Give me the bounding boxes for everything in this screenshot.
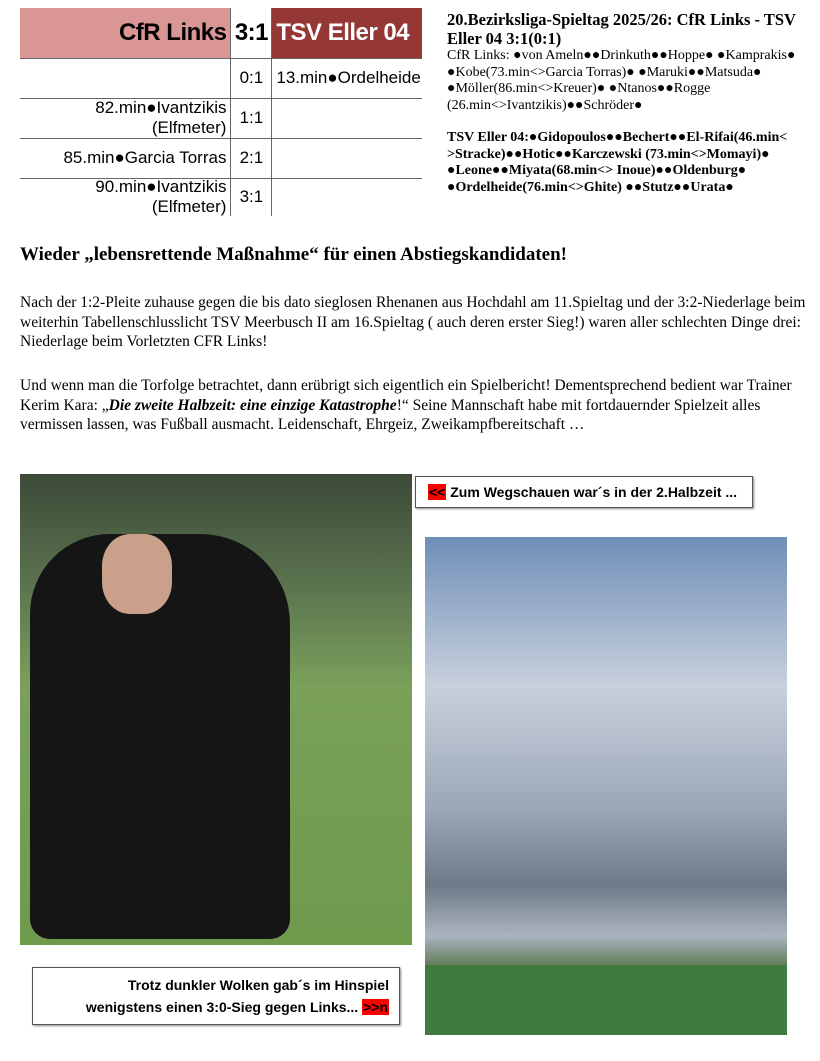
score: 1:1 [231, 98, 272, 138]
caption-bottom[interactable] [32, 967, 400, 1025]
match-info [447, 10, 797, 196]
home-team: CfR Links [20, 8, 231, 58]
article-paragraph [20, 376, 815, 435]
away-scorer [272, 138, 422, 178]
goal-row [20, 58, 422, 99]
football-pitch [425, 965, 787, 1035]
goal-row [20, 138, 422, 179]
home-lineup: CfR Links: ●von Ameln●●Drinkuth●●Hoppe● ●Kamprakis● ●Kobe(73.min<>Garcia Torras)● ●Maruki●●Matsuda● ●Möller(86.min<>Kreuer)● ●Ntanos●●Rogge (26.min<>Ivantzikis)●●Schröder● [447, 48, 796, 113]
text: Und wenn man die Torfolge betrachtet, dann erübrigt sich eigentlich ein Spielbericht! Dementsprechend bedient war Trainer Kerim Kara: „ [20, 377, 792, 414]
article-paragraph: Nach der 1:2-Pleite zuhause gegen die bis dato sieglosen Rhenanen aus Hochdahl am 11.Spieltag und der 3:2-Niederlage beim weiterhin Tabellenschlusslicht TSV Meerbusch II am 16.Spieltag ( auch deren erster Sieg!) waren aller schlechten Dinge drei: Niederlage beim Vorletzten CFR Links! [20, 294, 806, 350]
goal-row [20, 178, 422, 216]
score: 0:1 [231, 58, 272, 98]
away-scorer [272, 178, 422, 216]
score: 3:1 [231, 178, 272, 216]
score: 2:1 [231, 138, 272, 178]
article-headline: Wieder „lebensrettende Maßnahme“ für einen Abstiegskandidaten! [20, 244, 567, 265]
caption-text: Trotz dunkler Wolken gab´s im Hinspiel [127, 977, 389, 993]
caption-top[interactable] [415, 476, 753, 508]
text: !“ Seine Mannschaft habe mit fortdauernder Spielzeit alles vermissen lassen, was Fußball ausmacht. Leidenschaft, Ehrgeiz, Zweikampfbereitschaft … [20, 396, 761, 433]
home-scorer: 82.min●Ivantzikis (Elfmeter) [20, 98, 231, 138]
away-team: TSV Eller 04 [272, 8, 422, 58]
home-scorer: 90.min●Ivantzikis (Elfmeter) [20, 178, 231, 216]
away-scorer [272, 98, 422, 138]
goal-row [20, 98, 422, 139]
away-lineup: TSV Eller 04:●Gidopoulos●●Bechert●●El-Rifai(46.min< >Stracke)●●Hotic●●Karczewski (73.min<>Momayi)● ●Leone●●Miyata(68.min<> Inoue)●●Oldenburg● ●Ordelheide(76.min<>Ghite) ●●Stutz●●Urata● [447, 130, 788, 195]
home-scorer: 85.min●Garcia Torras [20, 138, 231, 178]
coach-face [102, 534, 172, 614]
caption-text: wenigstens einen 3:0-Sieg gegen Links... [85, 999, 359, 1015]
score-header [20, 8, 422, 59]
match-title: 20.Bezirksliga-Spieltag 2025/26: CfR Links - TSV Eller 04 3:1(0:1) [447, 10, 796, 48]
back-arrow[interactable]: << [429, 484, 446, 500]
forward-arrow[interactable]: >>n [363, 999, 388, 1015]
away-scorer: 13.min●Ordelheide [276, 68, 421, 87]
home-scorer [20, 58, 231, 98]
quote: Die zweite Halbzeit: eine einzige Katastrophe [108, 396, 397, 414]
caption-text: Zum Wegschauen war´s in der 2.Halbzeit ... [450, 484, 738, 500]
final-score: 3:1 [231, 8, 272, 58]
cloudy-sky-photo [425, 537, 787, 1035]
coach-photo [20, 474, 412, 945]
